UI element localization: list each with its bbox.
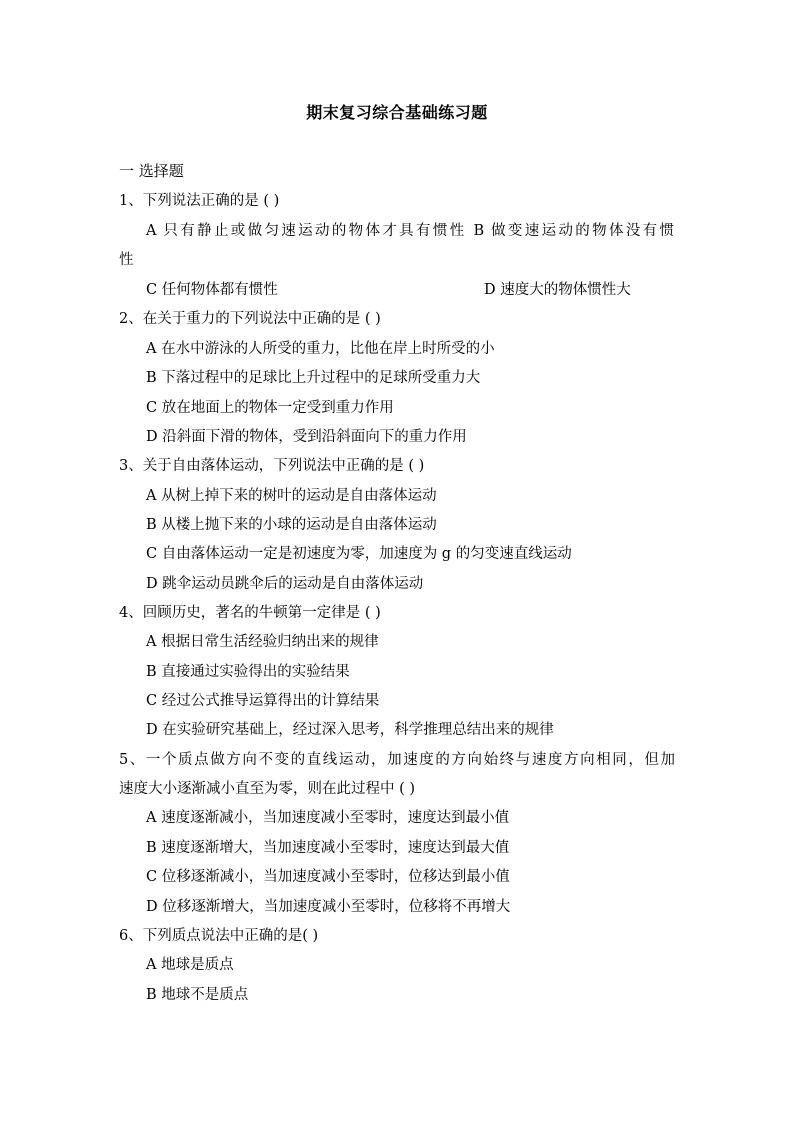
question-2-option-a: A 在水中游泳的人所受的重力，比他在岸上时所受的小 xyxy=(146,341,495,357)
question-5-option-b: B 速度逐渐增大，当加速度减小至零时，速度达到最大值 xyxy=(146,840,510,856)
question-2-option-d: D 沿斜面下滑的物体，受到沿斜面向下的重力作用 xyxy=(146,429,467,445)
section-heading: 一 选择题 xyxy=(119,162,184,180)
question-3-option-c: C 自由落体运动一定是初速度为零，加速度为 g 的匀变速直线运动 xyxy=(146,546,572,562)
question-3-option-d: D 跳伞运动员跳伞后的运动是自由落体运动 xyxy=(146,576,424,592)
question-1-stem: 1、下列说法正确的是 ( ) xyxy=(119,193,280,209)
question-1-option-a-b: A 只有静止或做匀速运动的物体才具有惯性 B 做变速运动的物体没有惯 xyxy=(146,223,674,239)
question-4-option-c: C 经过公式推导运算得出的计算结果 xyxy=(146,693,380,709)
question-1-option-c: C 任何物体都有惯性 xyxy=(146,282,278,298)
question-5-option-a: A 速度逐渐减小，当加速度减小至零时，速度达到最小值 xyxy=(146,810,510,826)
question-6-option-b: B 地球不是质点 xyxy=(146,987,249,1003)
question-5-option-c: C 位移逐渐减小，当加速度减小至零时，位移达到最小值 xyxy=(146,869,510,885)
question-5-option-d: D 位移逐渐增大，当加速度减小至零时，位移将不再增大 xyxy=(146,899,511,915)
question-3-option-b: B 从楼上抛下来的小球的运动是自由落体运动 xyxy=(146,517,437,533)
question-5-stem-line-1: 5、一个质点做方向不变的直线运动，加速度的方向始终与速度方向相同，但加 xyxy=(119,752,675,768)
question-3-option-a: A 从树上掉下来的树叶的运动是自由落体运动 xyxy=(146,488,437,504)
question-1-option-d: D 速度大的物体惯性大 xyxy=(484,282,631,298)
question-6-stem: 6、下列质点说法中正确的是( ) xyxy=(119,928,319,944)
question-4-option-d: D 在实验研究基础上，经过深入思考，科学推理总结出来的规律 xyxy=(146,722,554,738)
question-2-stem: 2、在关于重力的下列说法中正确的是 ( ) xyxy=(119,311,381,327)
question-3-stem: 3、关于自由落体运动，下列说法中正确的是 ( ) xyxy=(119,458,425,474)
question-6-option-a: A 地球是质点 xyxy=(146,957,234,973)
question-4-option-a: A 根据日常生活经验归纳出来的规律 xyxy=(146,634,379,650)
question-1-option-b-wrap: 性 xyxy=(119,252,134,268)
question-2-option-b: B 下落过程中的足球比上升过程中的足球所受重力大 xyxy=(146,370,481,386)
page-title: 期末复习综合基础练习题 xyxy=(306,103,488,122)
question-4-stem: 4、回顾历史，著名的牛顿第一定律是 ( ) xyxy=(119,605,381,621)
question-4-option-b: B 直接通过实验得出的实验结果 xyxy=(146,664,350,680)
question-5-stem-line-2: 速度大小逐渐减小直至为零，则在此过程中 ( ) xyxy=(119,781,416,797)
question-2-option-c: C 放在地面上的物体一定受到重力作用 xyxy=(146,400,394,416)
